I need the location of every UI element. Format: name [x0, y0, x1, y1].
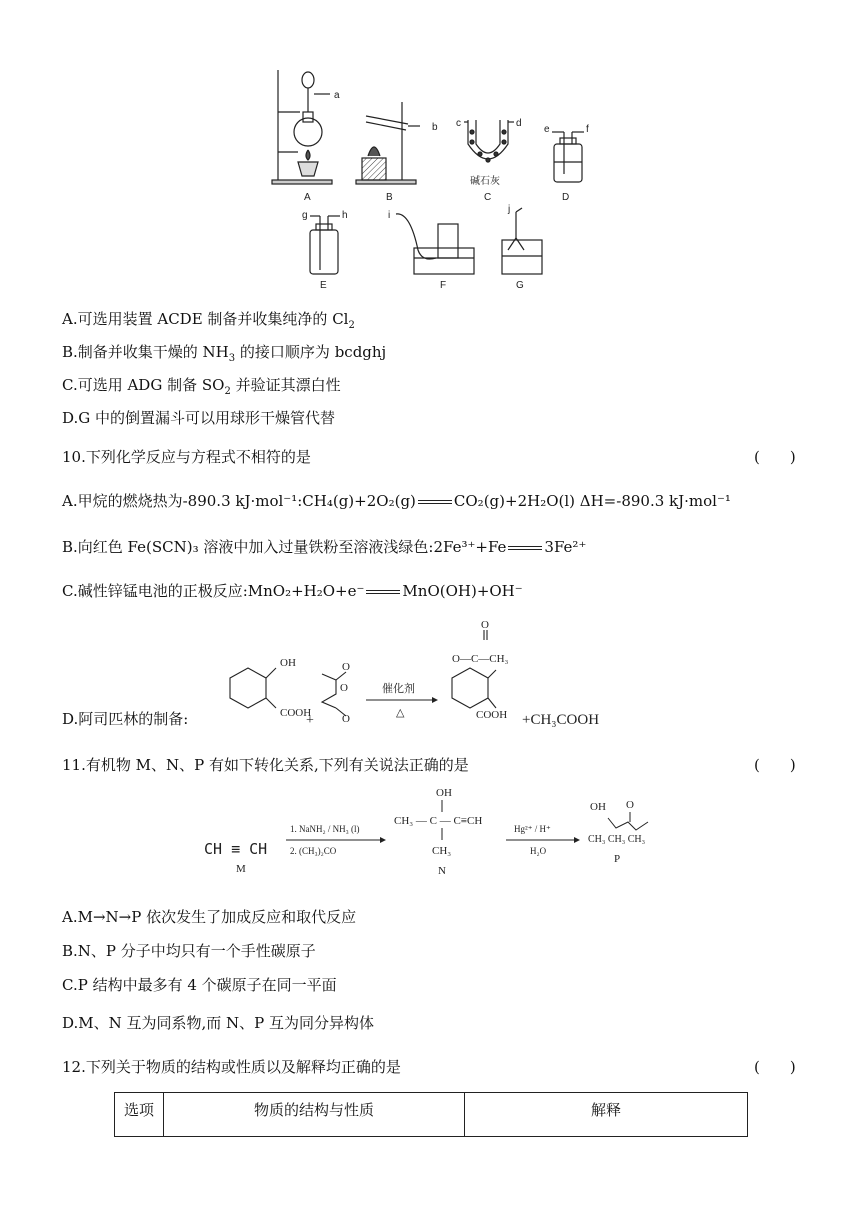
acetic-acid-byproduct: +CH₃COOH [522, 712, 600, 728]
q12-table [114, 1092, 748, 1137]
aspirin-ring [452, 630, 496, 708]
apparatus-g [502, 208, 542, 274]
step2-reagent-bottom: H₂O [530, 846, 547, 856]
q12-answer-paren: ( ) [754, 1058, 796, 1076]
q9-option-a: A.可选用装置 ACDE 制备并收集纯净的 $Cl_2$ [62, 310, 355, 331]
port-c: c [456, 118, 461, 129]
label-e: E [320, 280, 327, 291]
port-f: f [586, 124, 589, 135]
port-b: b [432, 122, 438, 133]
q9-option-d: D.G 中的倒置漏斗可以用球形干燥管代替 [62, 409, 336, 427]
q9-option-b: B.制备并收集干燥的 $NH_3$ 的接口顺序为 bcdghj [62, 343, 387, 364]
n-oh: OH [436, 787, 452, 799]
q11-option-b: B.N、P 分子中均只有一个手性碳原子 [62, 942, 316, 960]
q11-option-d: D.M、N 互为同系物,而 N、P 互为同分异构体 [62, 1014, 375, 1032]
q12-stem: 12.下列关于物质的结构或性质以及解释均正确的是 [62, 1058, 401, 1076]
q11-reaction-scheme [196, 782, 676, 894]
aspirin-synthesis-scheme [200, 618, 640, 730]
n-main-chain: CH₃ — C — C≡CH [394, 815, 483, 827]
header-explanation: 解释 [465, 1093, 748, 1137]
cooh-group-1: COOH [280, 707, 312, 719]
anhydride-o-mid: O [340, 682, 348, 694]
label-c: C [484, 192, 492, 203]
q10-option-b: B.向红色 Fe(SCN)₃ 溶液中加入过量铁粉至溶液浅绿色:2Fe³⁺+Fe 3Fe²⁺ [62, 538, 587, 556]
label-f: F [440, 280, 447, 291]
header-option: 选项 [115, 1093, 164, 1137]
n-ch3: CH₃ [432, 845, 452, 857]
q10-stem: 10.下列化学反应与方程式不相符的是 [62, 448, 311, 466]
table-header-row [115, 1093, 748, 1137]
port-j: j [508, 204, 511, 215]
port-d: d [516, 118, 522, 129]
label-n: N [438, 865, 446, 877]
cooh-group-2: COOH [476, 709, 508, 721]
catalyst-label: 催化剂 [382, 683, 415, 695]
label-m: M [236, 863, 246, 875]
q10-option-a: A.甲烷的燃烧热为-890.3 kJ·mol⁻¹:CH₄(g)+2O₂(g) CO₂(g)+2H₂O(l) ΔH=-890.3 kJ·mol⁻¹ [62, 492, 731, 510]
apparatus-c [464, 120, 514, 162]
q10-answer-paren: ( ) [754, 448, 796, 466]
acetic-anhydride [322, 672, 346, 716]
p-oh: OH [590, 801, 606, 813]
oh-group: OH [280, 657, 296, 669]
salicylic-acid-ring [230, 668, 276, 708]
p-o: O [626, 799, 634, 811]
step1-reagent-bottom: 2. (CH₃)₂CO [290, 846, 337, 856]
port-h: h [342, 210, 348, 221]
plus-sign: + [306, 713, 314, 728]
label-p: P [614, 853, 621, 865]
port-a: a [334, 90, 340, 101]
label-g: G [516, 280, 524, 291]
q9-option-c: C.可选用 ADG 制备 $SO_2$ 并验证其漂白性 [62, 376, 341, 397]
step2-reagent-top: Hg²⁺ / H⁺ [514, 824, 551, 834]
q10-option-c: C.碱性锌锰电池的正极反应:MnO₂+H₂O+e⁻ MnO(OH)+OH⁻ [62, 582, 523, 600]
port-i: i [388, 210, 391, 221]
apparatus-e [310, 216, 340, 274]
q11-option-c: C.P 结构中最多有 4 个碳原子在同一平面 [62, 976, 337, 994]
apparatus-b [356, 102, 420, 184]
q11-option-a: A.M→N→P 依次发生了加成反应和取代反应 [62, 908, 357, 926]
q11-stem: 11.有机物 M、N、P 有如下转化关系,下列有关说法正确的是 [62, 756, 469, 774]
port-g: g [302, 210, 308, 221]
label-b: B [386, 192, 393, 203]
port-e: e [544, 124, 550, 135]
header-structure: 物质的结构与性质 [164, 1093, 465, 1137]
label-c-caption: 碱石灰 [470, 176, 500, 187]
label-a: A [304, 192, 311, 203]
p-main: CH₃ CH₃ CH₃ [588, 834, 646, 845]
apparatus-a [272, 70, 332, 184]
anhydride-o-bot: O [342, 713, 350, 725]
heat-label: △ [396, 707, 405, 719]
label-d: D [562, 192, 570, 203]
apparatus-d [552, 132, 584, 182]
compound-m: CH ≡ CH [204, 840, 268, 858]
apparatus-figure [270, 62, 610, 297]
q10-option-d-label: D.阿司匹林的制备: [62, 710, 189, 728]
q11-answer-paren: ( ) [754, 756, 796, 774]
apparatus-f [396, 214, 474, 274]
aspirin-carbonyl-o: O [481, 619, 489, 631]
acetoxy-group: O—C—CH₃ [452, 653, 509, 665]
anhydride-o-top: O [342, 661, 350, 673]
step1-reagent-top: 1. NaNH₂ / NH₃ (l) [290, 824, 360, 834]
